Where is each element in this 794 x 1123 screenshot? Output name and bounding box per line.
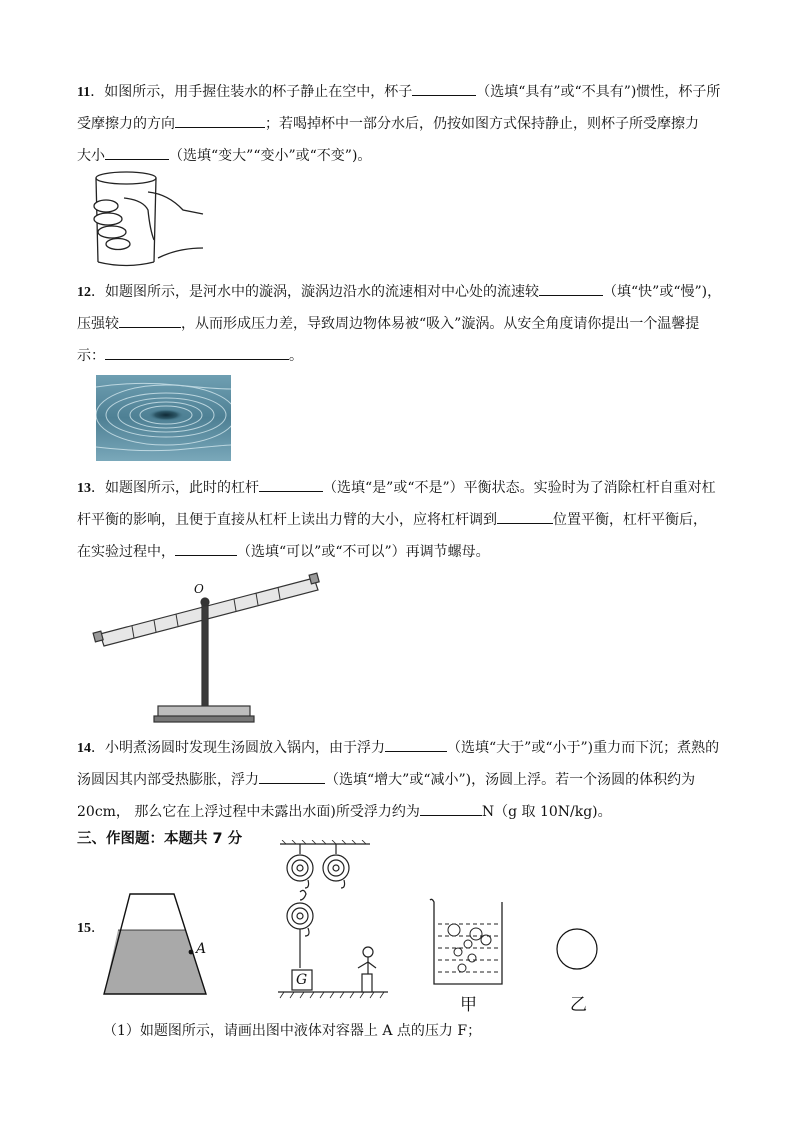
q11-line-3: 大小 （选填“变大”“变小”或“不变”)。 [77, 145, 371, 166]
pulley-weight-figure [278, 888, 408, 1000]
q12-line-2: 压强较 ，从而形成压力差，导致周边物体易被“吸入”漩涡。从安全角度请你提出一个温馨提 [77, 313, 699, 334]
q11-blank-3[interactable] [105, 145, 169, 160]
q12-line-1: 12．如题图所示，是河水中的漩涡，漩涡边沿水的流速相对中心处的流速较 （填“快”或“慢”)， [77, 281, 721, 303]
point-a-label: A [196, 941, 207, 957]
q13-blank-3[interactable] [175, 541, 237, 556]
q13-line-2: 杆平衡的影响，且便于直接从杠杆上读出力臂的大小，应将杠杆调到 位置平衡，杠杆平衡后， [77, 509, 707, 530]
lever-figure [92, 566, 332, 726]
pivot-label: O [194, 582, 204, 596]
ball-figure [552, 924, 602, 1014]
q14-line-2: 汤圆因其内部受热膨胀，浮力 （选填“增大”或“减小”)，汤圆上浮。若一个汤圆的体积约为 [77, 769, 695, 790]
q12-blank-3[interactable] [105, 345, 289, 360]
q11-blank-2[interactable] [175, 113, 265, 128]
q15-sub-1: （1）如题图所示，请画出图中液体对容器上 A 点的压力 F； [103, 1023, 482, 1039]
liquid-container-figure [100, 892, 230, 1000]
section-title: 三、作图题：本题共 7 分 [77, 831, 243, 847]
ball-label: 乙 [570, 995, 587, 1015]
q14-line-3: 20cm， 那么它在上浮过程中未露出水面)所受浮力约为 N（g 取 10N/kg)。 [77, 801, 612, 822]
q15-number: 15 [77, 921, 91, 936]
q14-number: 14 [77, 741, 91, 756]
q11-number: 11 [77, 85, 91, 100]
q13-line-1: 13．如题图所示，此时的杠杆 （选填“是”或“不是”）平衡状态。实验时为了消除杠杆自重对杠 [77, 477, 716, 499]
q12-number: 12 [77, 285, 91, 300]
whirlpool-photo [96, 375, 231, 461]
beaker-figure [426, 896, 506, 1015]
q11-blank-1[interactable] [412, 81, 476, 96]
q12-line-3: 示： 。 [77, 345, 303, 366]
q14-blank-1[interactable] [385, 737, 447, 752]
q11-line-2: 受摩擦力的方向 ；若喝掉杯中一部分水后，仍按如图方式保持静止，则杯子所受摩擦力 [77, 113, 699, 134]
q13-number: 13 [77, 481, 91, 496]
beaker-label: 甲 [460, 995, 477, 1015]
q13-blank-1[interactable] [259, 477, 323, 492]
pulley-block-figure [280, 840, 370, 890]
q15-number-line: 15． [77, 920, 105, 936]
hand-holding-cup-figure [88, 170, 208, 270]
q12-blank-2[interactable] [119, 313, 181, 328]
q12-blank-1[interactable] [539, 281, 603, 296]
q11-line-1: 11．如图所示，用手握住装水的杯子静止在空中，杯子 （选填“具有”或“不具有”)惯性，杯子所 [77, 81, 720, 103]
q13-blank-2[interactable] [497, 509, 553, 524]
q14-blank-2[interactable] [259, 769, 325, 784]
weight-label: G [296, 972, 308, 988]
q13-line-3: 在实验过程中， （选填“可以”或“不可以”）再调节螺母。 [77, 541, 490, 562]
q14-blank-3[interactable] [420, 801, 482, 816]
q14-line-1: 14．小明煮汤圆时发现生汤圆放入锅内，由于浮力 （选填“大于”或“小于”)重力而下沉；煮熟的 [77, 737, 719, 759]
